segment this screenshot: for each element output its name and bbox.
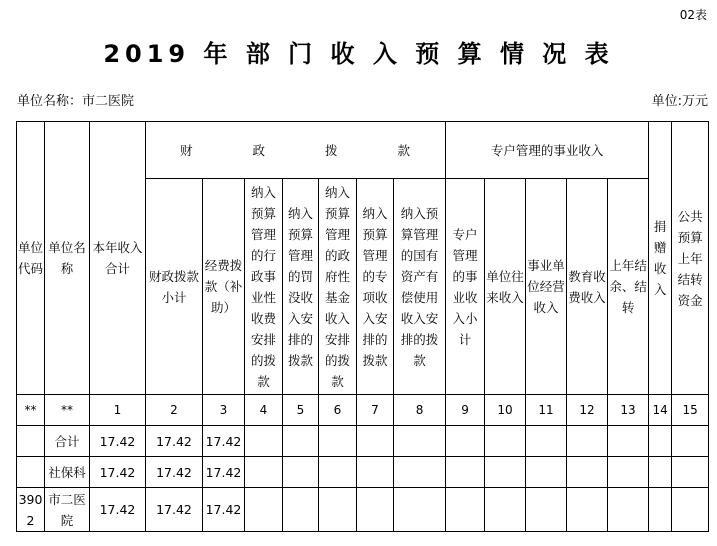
- index-cell: 7: [357, 395, 394, 426]
- index-cell: 11: [526, 395, 567, 426]
- header-prev-balance: 上年结余、结转: [608, 179, 649, 395]
- unit-name-label: 单位名称：市二医院: [17, 94, 135, 109]
- header-fines: 纳入预算管理的罚没收入安排的拨款: [283, 179, 319, 395]
- header-gov-fund: 纳入预算管理的政府性基金收入安排的拨款: [319, 179, 357, 395]
- row-total: 17.42: [90, 488, 146, 532]
- form-number: 02表: [679, 8, 707, 22]
- index-cell: 14: [649, 395, 672, 426]
- row-funding: 17.42: [203, 426, 245, 457]
- index-cell: 1: [90, 395, 146, 426]
- index-cell: **: [45, 395, 90, 426]
- row-name: 合计: [45, 426, 90, 457]
- header-special-income: 纳入预算管理的专项收入安排的拨款: [357, 179, 394, 395]
- header-total-income: 本年收入合计: [90, 122, 146, 395]
- index-cell: 15: [672, 395, 709, 426]
- row-code: 3902: [17, 488, 45, 532]
- header-education-fee: 教育收费收入: [567, 179, 608, 395]
- budget-table: [16, 121, 709, 532]
- header-unit-transfer: 单位往来收入: [485, 179, 526, 395]
- header-donation: 捐赠收入: [649, 122, 672, 395]
- row-code: [17, 426, 45, 457]
- header-special-subtotal: 专户管理的事业收入小计: [446, 179, 485, 395]
- row-total: 17.42: [90, 457, 146, 488]
- row-name: 市二医院: [45, 488, 90, 532]
- header-public-budget: 公共预算上年结转资金: [672, 122, 709, 395]
- index-cell: 3: [203, 395, 245, 426]
- row-fiscal: 17.42: [146, 457, 203, 488]
- unit-money-label: 单位:万元: [651, 94, 708, 109]
- header-business-income: 事业单位经营收入: [526, 179, 567, 395]
- header-funding-subsidy: 经费拨款（补助）: [203, 179, 245, 395]
- index-cell: 13: [608, 395, 649, 426]
- row-fiscal: 17.42: [146, 426, 203, 457]
- row-fiscal: 17.42: [146, 488, 203, 532]
- index-cell: 2: [146, 395, 203, 426]
- index-cell: 9: [446, 395, 485, 426]
- row-funding: 17.42: [203, 457, 245, 488]
- table-row: [17, 488, 709, 532]
- header-fiscal-group: 财 政 拨 款: [146, 122, 446, 179]
- header-unit-code: 单位代码: [17, 122, 45, 395]
- header-admin-fee: 纳入预算管理的行政事业性收费安排的拨款: [245, 179, 283, 395]
- row-code: [17, 457, 45, 488]
- index-cell: 4: [245, 395, 283, 426]
- index-cell: 10: [485, 395, 526, 426]
- table-row: [17, 457, 709, 488]
- index-cell: 5: [283, 395, 319, 426]
- index-cell: 6: [319, 395, 357, 426]
- index-cell: 8: [394, 395, 446, 426]
- row-funding: 17.42: [203, 488, 245, 532]
- row-name: 社保科: [45, 457, 90, 488]
- header-unit-name: 单位名称: [45, 122, 90, 395]
- row-total: 17.42: [90, 426, 146, 457]
- header-fiscal-subtotal: 财政拨款小计: [146, 179, 203, 395]
- table-row: [17, 426, 709, 457]
- index-cell: **: [17, 395, 45, 426]
- header-state-asset: 纳入预算管理的国有资产有偿使用收入安排的拨款: [394, 179, 446, 395]
- index-row: [17, 395, 709, 426]
- index-cell: 12: [567, 395, 608, 426]
- header-special-group: 专户管理的事业收入: [446, 122, 649, 179]
- page-title: 2019 年 部 门 收 入 预 算 情 况 表: [103, 40, 614, 68]
